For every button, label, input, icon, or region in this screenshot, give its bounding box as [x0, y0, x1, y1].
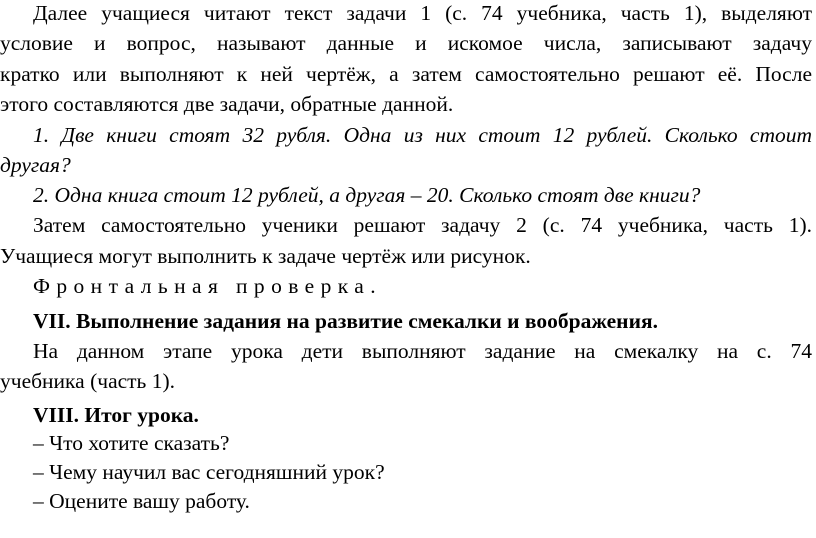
section-8-heading: VIII. Итог урока.	[33, 403, 199, 427]
paragraph-line: Далее учащиеся читают текст задачи 1 (с. 74 учебника, часть 1), выделяют	[33, 1, 812, 25]
paragraph-line: На данном этапе урока дети выполняют задание на смекалку на с. 74	[33, 339, 812, 363]
question-line: – Что хотите сказать?	[33, 431, 230, 455]
paragraph-line: Затем самостоятельно ученики решают задачу 2 (с. 74 учебника, часть 1).	[33, 213, 812, 237]
paragraph-line: условие и вопрос, называют данные и искомое числа, записывают задачу	[0, 31, 812, 55]
question-line: – Чему научил вас сегодняшний урок?	[33, 460, 385, 484]
paragraph-line: учебника (часть 1).	[0, 369, 176, 393]
frontal-check-label: Фронтальная проверка.	[33, 274, 382, 298]
paragraph-line: этого составляются две задачи, обратные данной.	[0, 92, 454, 116]
task-1-line: 1. Две книги стоят 32 рубля. Одна из них стоит 12 рублей. Сколько стоит	[33, 123, 812, 147]
section-7-heading: VII. Выполнение задания на развитие смекалки и воображения.	[33, 309, 658, 333]
question-line: – Оцените вашу работу.	[33, 489, 250, 513]
paragraph-line: кратко или выполняют к ней чертёж, а затем самостоятельно решают её. После	[0, 62, 812, 86]
task-1-line: другая?	[0, 153, 71, 177]
task-2-line: 2. Одна книга стоит 12 рублей, а другая – 20. Сколько стоят две книги?	[33, 183, 701, 207]
paragraph-line: Учащиеся могут выполнить к задаче чертёж или рисунок.	[0, 244, 531, 268]
